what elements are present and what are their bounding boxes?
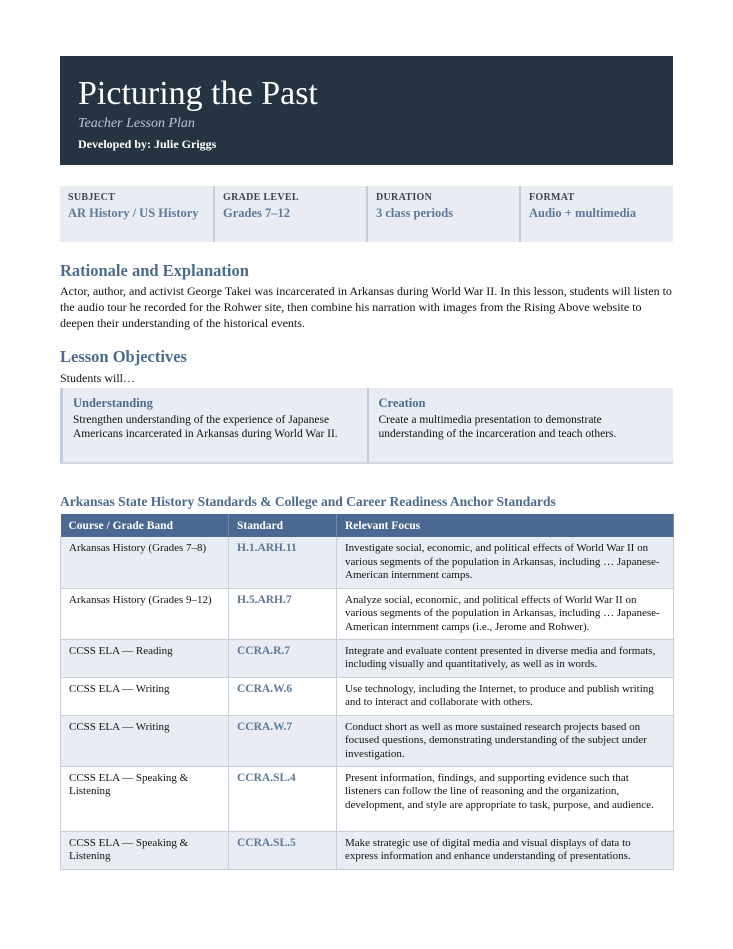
meta-value: 3 class periods <box>376 206 454 220</box>
course-cell: CCSS ELA — Speaking & Listening <box>61 831 229 869</box>
lesson-meta-bar <box>60 186 673 242</box>
table-row <box>61 639 674 677</box>
standard-code-cell: CCRA.W.6 <box>229 677 337 715</box>
standard-code-cell: CCRA.R.7 <box>229 639 337 677</box>
table-row <box>61 588 674 639</box>
meta-value: Grades 7–12 <box>223 206 291 220</box>
meta-grade-level <box>213 186 366 242</box>
focus-cell: Make strategic use of digital media and visual displays of data to express information and enhance understanding of presentations. <box>337 831 674 869</box>
column-header-standard: Standard <box>229 514 337 537</box>
meta-label: GRADE LEVEL <box>223 192 299 203</box>
meta-label: SUBJECT <box>68 192 116 203</box>
meta-label: DURATION <box>376 192 433 203</box>
table-row <box>61 537 674 588</box>
course-cell: CCSS ELA — Speaking & Listening <box>61 766 229 831</box>
column-header-course: Course / Grade Band <box>61 514 229 537</box>
author-line: Developed by: Julie Griggs <box>78 137 217 151</box>
focus-cell: Conduct short as well as more sustained research projects based on focused questions, demonstrating understanding of the subject under investigation. <box>337 715 674 766</box>
header-banner <box>60 56 673 165</box>
objective-understanding <box>60 388 367 462</box>
objective-title: Creation <box>378 396 426 410</box>
course-cell: Arkansas History (Grades 7–8) <box>61 537 229 588</box>
meta-value: Audio + multimedia <box>529 206 637 220</box>
table-header-row <box>61 514 674 537</box>
focus-cell: Integrate and evaluate content presented in diverse media and formats, including visually and quantitatively, as well as in words. <box>337 639 674 677</box>
table-row <box>61 715 674 766</box>
focus-cell: Analyze social, economic, and political effects of World War II on various segments of the population in Arkansas, including … Japanese-American internment camps (i.e., Jerome and Rohwer). <box>337 588 674 639</box>
standards-table <box>60 514 674 870</box>
rationale-heading: Rationale and Explanation <box>60 261 249 280</box>
focus-cell: Present information, findings, and supporting evidence such that listeners can follow the line of reasoning and the organization, development, and style are appropriate to task, purpose, and audience. <box>337 766 674 831</box>
page-title: Picturing the Past <box>78 75 318 112</box>
standards-heading: Arkansas State History Standards & College and Career Readiness Anchor Standards <box>60 494 556 509</box>
objective-text: Strengthen understanding of the experience of Japanese Americans incarcerated in Arkansas during World War II. <box>73 414 338 440</box>
standard-code-cell: CCRA.W.7 <box>229 715 337 766</box>
objectives-heading: Lesson Objectives <box>60 347 187 366</box>
standard-code-cell: CCRA.SL.4 <box>229 766 337 831</box>
meta-subject <box>60 186 213 242</box>
meta-value: AR History / US History <box>68 206 199 220</box>
column-header-focus: Relevant Focus <box>337 514 674 537</box>
meta-duration <box>366 186 519 242</box>
table-row <box>61 766 674 831</box>
standard-code-cell: H.5.ARH.7 <box>229 588 337 639</box>
focus-cell: Investigate social, economic, and political effects of World War II on various segments of the population in Arkansas, including … Japanese-American internment camps. <box>337 537 674 588</box>
rationale-text: Actor, author, and activist George Takei was incarcerated in Arkansas during World War II. In this lesson, students will listen to the audio tour he recorded for the Rohwer site, then combine his narration with images from the Rising Above website to deepen their understanding of the historical events. <box>60 284 672 330</box>
objectives-panel <box>60 388 673 464</box>
page-subtitle: Teacher Lesson Plan <box>78 116 195 131</box>
course-cell: Arkansas History (Grades 9–12) <box>61 588 229 639</box>
meta-label: FORMAT <box>529 192 575 203</box>
standard-code-cell: H.1.ARH.11 <box>229 537 337 588</box>
meta-format <box>519 186 672 242</box>
objective-text: Create a multimedia presentation to demonstrate understanding of the incarceration and teach others. <box>378 414 617 440</box>
course-cell: CCSS ELA — Writing <box>61 677 229 715</box>
standard-code-cell: CCRA.SL.5 <box>229 831 337 869</box>
objectives-intro: Students will… <box>60 371 136 385</box>
course-cell: CCSS ELA — Reading <box>61 639 229 677</box>
objective-title: Understanding <box>73 396 153 410</box>
table-row <box>61 677 674 715</box>
table-row <box>61 831 674 869</box>
course-cell: CCSS ELA — Writing <box>61 715 229 766</box>
objective-creation <box>367 388 674 462</box>
focus-cell: Use technology, including the Internet, to produce and publish writing and to interact and collaborate with others. <box>337 677 674 715</box>
